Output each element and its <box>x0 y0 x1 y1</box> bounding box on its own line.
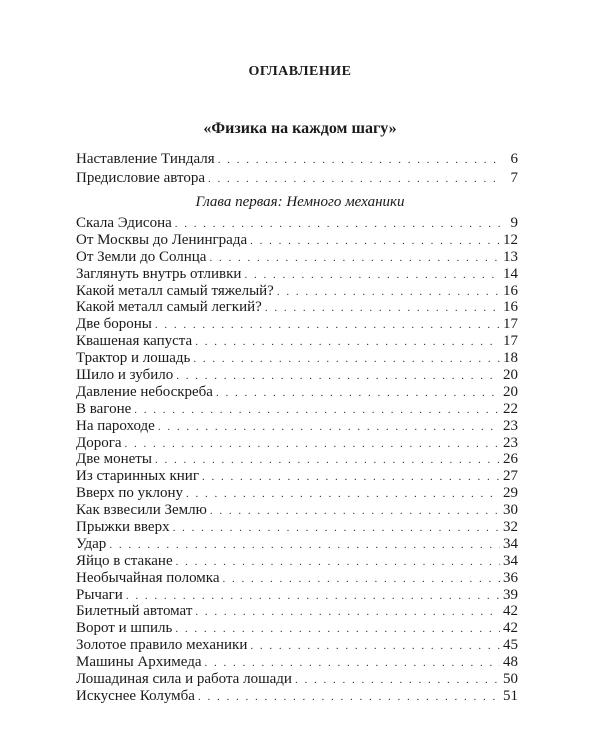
toc-entry <box>76 266 518 283</box>
toc-entry-title: Машины Архимеда <box>76 654 202 671</box>
toc-entry <box>76 637 518 654</box>
toc-entry <box>76 350 518 367</box>
toc-entry <box>76 654 518 671</box>
toc-entry <box>76 283 518 300</box>
toc-entry <box>76 502 518 519</box>
dot-leader <box>195 334 500 351</box>
toc-entry-page: 12 <box>503 231 518 248</box>
toc-entry-page: 27 <box>503 468 518 485</box>
front-matter-list <box>76 150 518 187</box>
chapter-title: Глава первая: Немного механики <box>195 194 405 210</box>
toc-entry-title: Билетный автомат <box>76 603 193 620</box>
toc-entry-title: Скала Эдисона <box>76 215 172 231</box>
toc-entry-page: 20 <box>503 367 518 384</box>
toc-entry-title: От Земли до Солнца <box>76 248 207 265</box>
toc-entry-page: 50 <box>503 671 518 688</box>
toc-entry-title: Две бороны <box>76 316 152 333</box>
dot-leader <box>205 655 500 672</box>
toc-entry-page: 26 <box>503 451 518 468</box>
toc-entry <box>76 435 518 452</box>
toc-entry-title: Дорога <box>76 434 122 451</box>
dot-leader <box>198 689 500 706</box>
toc-entry-page: 16 <box>503 282 518 299</box>
toc-entry-title: Удар <box>76 535 107 552</box>
toc-entry-page: 7 <box>510 169 518 186</box>
dot-leader <box>155 452 500 469</box>
dot-leader <box>175 621 500 638</box>
toc-entry-title: Шило и зубило <box>76 367 174 384</box>
toc-entry-title: Из старинных книг <box>76 468 199 485</box>
dot-leader <box>250 638 500 655</box>
dot-leader <box>125 436 500 453</box>
toc-entry <box>76 215 518 232</box>
dot-leader <box>195 604 500 621</box>
toc-entry <box>76 401 518 418</box>
toc-entry-page: 30 <box>503 502 518 519</box>
toc-entry-page: 14 <box>503 265 518 282</box>
toc-entry <box>76 688 518 705</box>
toc-entry <box>76 603 518 620</box>
toc-entry-page: 34 <box>503 535 518 552</box>
toc-entry-page: 17 <box>503 333 518 350</box>
toc-entry-page: 51 <box>503 687 518 704</box>
dot-leader <box>216 385 500 402</box>
toc-entry-title: Заглянуть внутрь отливки <box>76 265 242 282</box>
dot-leader <box>209 250 500 267</box>
dot-leader <box>193 351 500 368</box>
toc-entry-page: 20 <box>503 383 518 400</box>
dot-leader <box>210 503 500 520</box>
toc-entry <box>76 536 518 553</box>
toc-entry-page: 45 <box>503 637 518 654</box>
toc-entry-title: Две монеты <box>76 451 152 468</box>
toc-entry-title: Необычайная поломка <box>76 569 220 586</box>
toc-entry-page: 13 <box>503 248 518 265</box>
dot-leader <box>155 317 500 334</box>
toc-entry-page: 23 <box>503 434 518 451</box>
toc-entry-title: Ворот и шпиль <box>76 620 173 637</box>
book-title: «Физика на каждом шагу» <box>203 120 397 137</box>
chapter-entries-list <box>76 215 518 705</box>
toc-heading: ОГЛАВЛЕНИЕ <box>248 64 352 79</box>
dot-leader <box>176 554 500 571</box>
toc-entry <box>76 249 518 266</box>
toc-entry-page: 42 <box>503 603 518 620</box>
toc-entry <box>76 468 518 485</box>
toc-entry-page: 39 <box>503 586 518 603</box>
dot-leader <box>158 419 500 436</box>
toc-entry-page: 29 <box>503 485 518 502</box>
toc-entry <box>76 519 518 536</box>
toc-entry-title: Какой металл самый тяжелый? <box>76 282 274 299</box>
dot-leader <box>126 588 500 605</box>
toc-entry-title: Квашеная капуста <box>76 333 193 350</box>
dot-leader <box>202 469 500 486</box>
toc-entry-page: 17 <box>503 316 518 333</box>
toc-entry-title: Вверх по уклону <box>76 485 183 502</box>
toc-entry-title: Рычаги <box>76 586 123 603</box>
dot-leader <box>295 672 500 689</box>
toc-entry <box>76 299 518 316</box>
dot-leader <box>265 300 500 317</box>
toc-entry <box>76 587 518 604</box>
toc-entry-page: 36 <box>503 569 518 586</box>
toc-entry-title: В вагоне <box>76 400 132 417</box>
toc-entry <box>76 367 518 384</box>
dot-leader <box>208 170 503 189</box>
toc-entry-title: Наставление Тиндаля <box>76 151 215 167</box>
toc-entry-title: Давление небоскреба <box>76 383 213 400</box>
dot-leader <box>175 216 503 233</box>
toc-entry-title: Какой металл самый легкий? <box>76 299 262 316</box>
dot-leader <box>109 537 500 554</box>
dot-leader <box>186 486 500 503</box>
toc-entry-page: 48 <box>503 654 518 671</box>
toc-entry-page: 23 <box>503 417 518 434</box>
dot-leader <box>223 571 500 588</box>
toc-entry-title: Лошадиная сила и работа лошади <box>76 671 292 688</box>
toc-entry <box>76 150 518 169</box>
toc-entry-title: Предисловие автора <box>76 169 205 186</box>
toc-entry <box>76 553 518 570</box>
toc-entry-title: Искуснее Колумба <box>76 687 195 704</box>
toc-entry <box>76 485 518 502</box>
toc-entry-title: Трактор и лошадь <box>76 350 191 367</box>
toc-entry <box>76 232 518 249</box>
toc-entry <box>76 451 518 468</box>
dot-leader <box>244 267 500 284</box>
dot-leader <box>277 284 500 301</box>
toc-entry-page: 18 <box>503 350 518 367</box>
toc-entry-title: Прыжки вверх <box>76 519 170 536</box>
dot-leader <box>176 368 500 385</box>
toc-entry-title: На пароходе <box>76 417 155 434</box>
toc-entry-page: 34 <box>503 552 518 569</box>
toc-entry <box>76 620 518 637</box>
toc-entry <box>76 169 518 188</box>
toc-entry-title: Яйцо в стакане <box>76 552 173 569</box>
toc-entry <box>76 316 518 333</box>
toc-entry-page: 16 <box>503 299 518 316</box>
toc-entry <box>76 570 518 587</box>
toc-entry-page: 32 <box>503 519 518 536</box>
toc-entry-title: Как взвесили Землю <box>76 502 207 519</box>
dot-leader <box>250 233 500 250</box>
toc-entry-page: 9 <box>510 215 518 231</box>
dot-leader <box>218 151 503 170</box>
dot-leader <box>134 402 500 419</box>
toc-entry-title: От Москвы до Ленинграда <box>76 231 248 248</box>
toc-entry-title: Золотое правило механики <box>76 637 248 654</box>
toc-entry <box>76 418 518 435</box>
toc-entry <box>76 671 518 688</box>
toc-entry-page: 22 <box>503 400 518 417</box>
toc-entry-page: 6 <box>510 151 518 167</box>
toc-entry-page: 42 <box>503 620 518 637</box>
toc-entry <box>76 333 518 350</box>
toc-entry <box>76 384 518 401</box>
dot-leader <box>173 520 500 537</box>
